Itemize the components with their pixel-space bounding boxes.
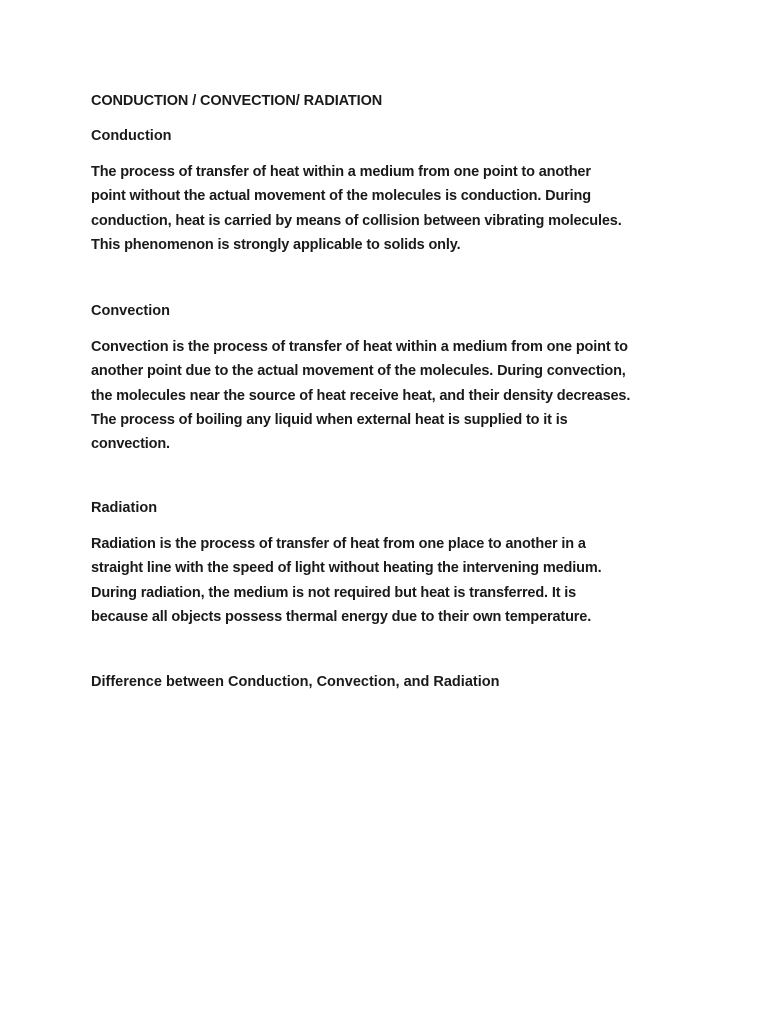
section-heading-radiation: Radiation <box>91 500 158 516</box>
paragraph-line: because all objects possess thermal energy due to their own temperature. <box>91 608 592 625</box>
paragraph-line: The process of boiling any liquid when external heat is supplied to it is <box>91 411 568 428</box>
paragraph-line: another point due to the actual movement of the molecules. During convection, <box>91 363 626 380</box>
paragraph-line: point without the actual movement of the molecules is conduction. During <box>91 188 591 205</box>
paragraph-line: During radiation, the medium is not required but heat is transferred. It is <box>91 584 577 601</box>
paragraph-line: Convection is the process of transfer of heat within a medium from one point to <box>91 339 628 355</box>
paragraph-line: Radiation is the process of transfer of heat from one place to another in a <box>91 536 586 552</box>
paragraph-line: The process of transfer of heat within a medium from one point to another <box>91 164 591 180</box>
paragraph-line: This phenomenon is strongly applicable to solids only. <box>91 236 461 253</box>
paragraph-line: convection. <box>91 436 170 453</box>
section-heading-convection: Convection <box>91 303 170 319</box>
section-paragraph-convection <box>91 335 691 456</box>
section-paragraph-conduction <box>91 160 691 257</box>
section-heading-conduction: Conduction <box>91 128 172 144</box>
paragraph-line: the molecules near the source of heat receive heat, and their density decreases. <box>91 387 631 404</box>
paragraph-line: straight line with the speed of light without heating the intervening medium. <box>91 560 602 577</box>
document-title: CONDUCTION / CONVECTION/ RADIATION <box>91 93 383 109</box>
paragraph-line: conduction, heat is carried by means of collision between vibrating molecules. <box>91 212 622 229</box>
section-paragraph-radiation <box>91 532 691 629</box>
section-heading-difference: Difference between Conduction, Convection, and Radiation <box>91 674 500 690</box>
